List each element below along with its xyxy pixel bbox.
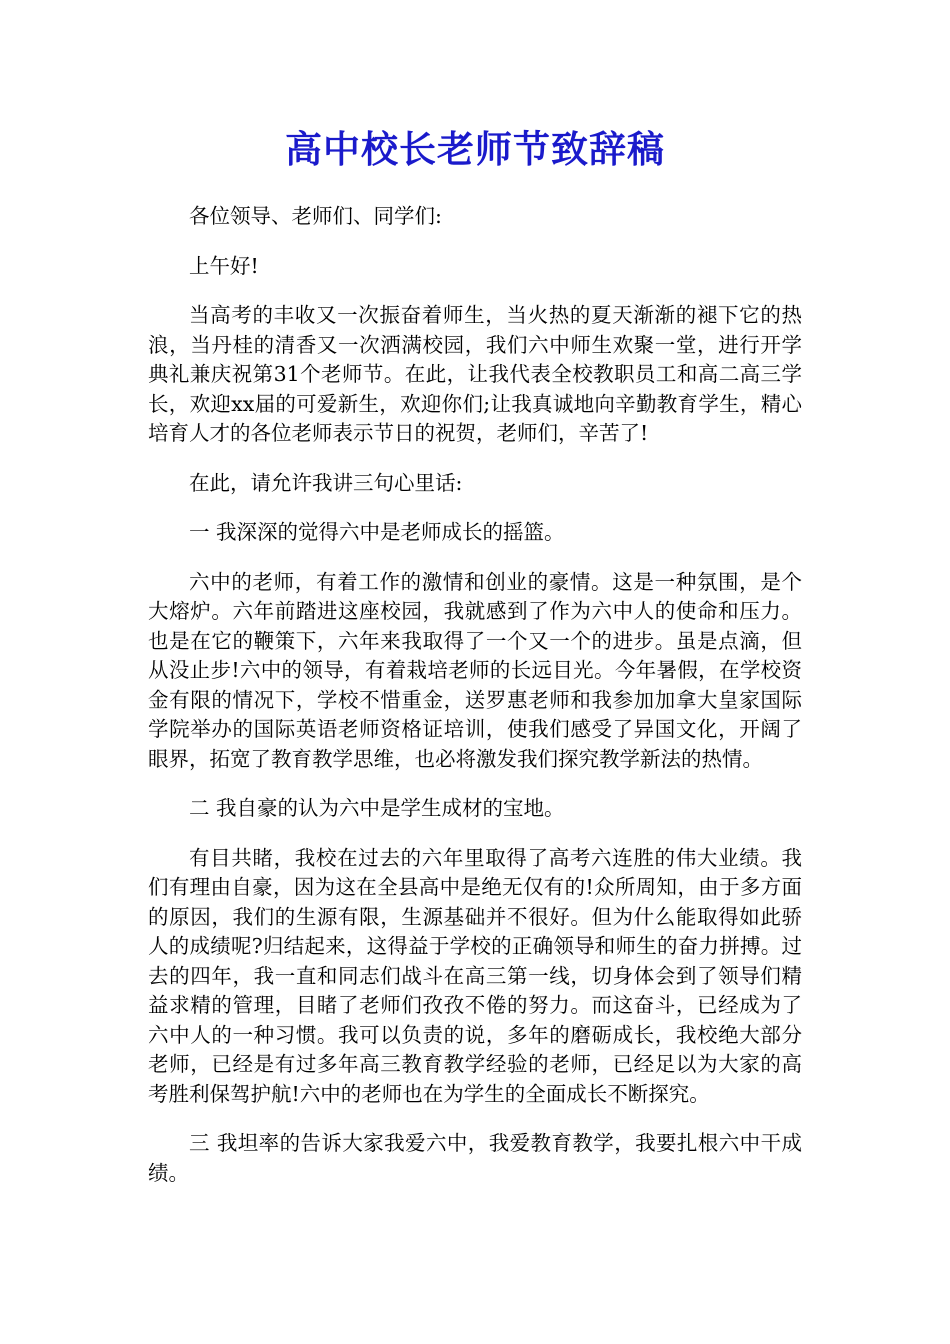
paragraph-point-two-heading: 二 我自豪的认为六中是学生成材的宝地。 (189, 796, 565, 820)
paragraph-point-two-body: 有目共睹，我校在过去的六年里取得了高考六连胜的伟大业绩。我们有理由自豪，因为这在全县高中是绝无仅有的!众所周知，由于多方面的原因，我们的生源有限，生源基础并不很好。但为什么能取得如此骄人的成绩呢?归结起来，这得益于学校的正确领导和师生的奋力拼搏。过去的四年，我一直和同志们战斗在高三第一线，切身体会到了领导们精益求精的管理，目睹了老师们孜孜不倦的努力。而这奋斗，已经成为了六中人的一种习惯。我可以负责的说，多年的磨砺成长，我校绝大部分老师，已经是有过多年高三教育教学经验的老师，已经足以为大家的高考胜利保驾护航!六中的老师也在为学生的全面成长不断探究。 (148, 845, 802, 1106)
paragraph-point-one-body: 六中的老师，有着工作的激情和创业的豪情。这是一种氛围，是个大熔炉。六年前踏进这座校园，我就感到了作为六中人的使命和压力。也是在它的鞭策下，六年来我取得了一个又一个的进步。虽是点滴，但从没止步!六中的领导，有着栽培老师的长远目光。今年暑假，在学校资金有限的情况下，学校不惜重金，送罗惠老师和我参加加拿大皇家国际学院举办的国际英语老师资格证培训，使我们感受了异国文化，开阔了眼界，拓宽了教育教学思维，也必将激发我们探究教学新法的热情。 (148, 569, 802, 771)
paragraph-intro-three-points: 在此，请允许我讲三句心里话: (189, 470, 463, 495)
paragraph-salutation: 各位领导、老师们、同学们: (189, 204, 442, 228)
document-title: 高中校长老师节致辞稿 (285, 127, 665, 171)
paragraph-opening: 当高考的丰收又一次振奋着师生，当火热的夏天渐渐的褪下它的热浪，当丹桂的清香又一次洒满校园，我们六中师生欢聚一堂，进行开学典礼兼庆祝第31个老师节。在此，让我代表全校教职员工和高二高三学长，欢迎xx届的可爱新生，欢迎你们;让我真诚地向辛勤教育学生，精心培育人才的各位老师表示节日的祝贺，老师们，辛苦了! (148, 303, 802, 445)
paragraph-point-one-heading: 一 我深深的觉得六中是老师成长的摇篮。 (189, 520, 565, 544)
paragraph-point-three-heading: 三 我坦率的告诉大家我爱六中，我爱教育教学，我要扎根六中干成绩。 (148, 1131, 802, 1185)
paragraph-greeting: 上午好! (189, 253, 259, 278)
